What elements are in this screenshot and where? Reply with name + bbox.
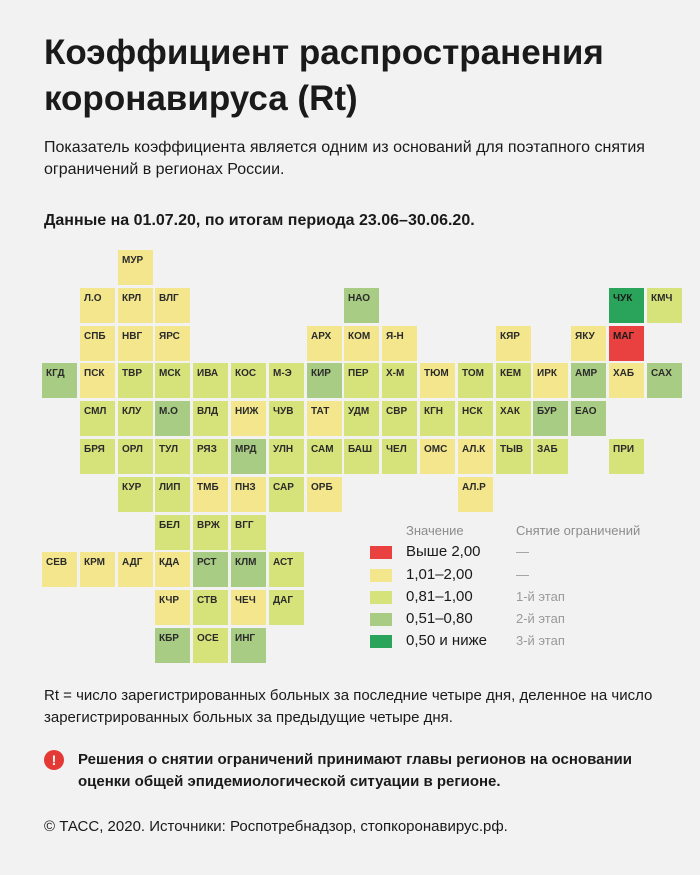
region-tile: АЛ.Р [458,477,493,512]
region-tile: КЧР [155,590,190,625]
region-tile: КУР [118,477,153,512]
region-tile: ОРЛ [118,439,153,474]
region-tile: ВЛД [193,401,228,436]
region-tile: МРД [231,439,266,474]
date-line: Данные на 01.07.20, по итогам периода 23.06–30.06.20. [44,212,475,229]
legend-label: 0,50 и ниже [406,632,487,649]
warning-text: Решения о снятии ограничений принимают главы регионов на основании оценки общей эпидемиологической ситуации в регионе. [78,751,632,790]
region-tile: СТВ [193,590,228,625]
region-tile: КГН [420,401,455,436]
region-tile: Я-Н [382,326,417,361]
region-tile: ЧУВ [269,401,304,436]
legend-stage: 2-й этап [516,611,565,626]
region-tile: ХАБ [609,363,644,398]
region-tile: ВЛГ [155,288,190,323]
region-tile: БЕЛ [155,515,190,550]
region-tile: ИНГ [231,628,266,663]
region-tile: ЧУК [609,288,644,323]
legend-swatch-red [370,546,392,559]
legend-value-header: Значение [406,523,464,538]
region-tile: ПЕР [344,363,379,398]
region-tile: НИЖ [231,401,266,436]
region-tile: КОМ [344,326,379,361]
region-tile: СЕВ [42,552,77,587]
region-tile: КЯР [496,326,531,361]
region-tile: ЯРС [155,326,190,361]
region-tile: КРМ [80,552,115,587]
region-tile: АДГ [118,552,153,587]
region-tile: ТАТ [307,401,342,436]
region-tile: ИВА [193,363,228,398]
region-tile: КРЛ [118,288,153,323]
legend-swatch-green [370,635,392,648]
legend-swatch-lime [370,591,392,604]
region-tile: ЕАО [571,401,606,436]
region-tile: НСК [458,401,493,436]
region-tile: ВРЖ [193,515,228,550]
region-tile: ТЫВ [496,439,531,474]
region-tile: КЛМ [231,552,266,587]
region-tile: ОМС [420,439,455,474]
region-tile: ИРК [533,363,568,398]
region-tile: ОСЕ [193,628,228,663]
region-tile: ТЮМ [420,363,455,398]
region-tile: ТВР [118,363,153,398]
rt-formula: Rt = число зарегистрированных больных за последние четыре дня, деленное на число зарегистрированных больных за предыдущие четыре дня. [44,687,653,726]
region-tile: БАШ [344,439,379,474]
region-tile: САМ [307,439,342,474]
region-tile: СПБ [80,326,115,361]
region-tile: КДА [155,552,190,587]
legend-label: 0,51–0,80 [406,610,473,627]
page-title: Коэффициент распространения коронавируса (Rt) [44,33,604,118]
region-tile: НВГ [118,326,153,361]
region-tile: МУР [118,250,153,285]
region-tile: ПРИ [609,439,644,474]
region-tile: КБР [155,628,190,663]
region-tile: РЯЗ [193,439,228,474]
region-tile: ТУЛ [155,439,190,474]
region-tile: НАО [344,288,379,323]
region-tile: САХ [647,363,682,398]
region-tile: АЛ.К [458,439,493,474]
region-tile: ЧЕЧ [231,590,266,625]
region-tile: АСТ [269,552,304,587]
region-tile: КЛУ [118,401,153,436]
region-tile: МАГ [609,326,644,361]
region-tile: ТМБ [193,477,228,512]
legend-stage: — [516,544,529,559]
region-tile: КМЧ [647,288,682,323]
region-tile: БРЯ [80,439,115,474]
region-tile: ДАГ [269,590,304,625]
warning-icon: ! [44,750,64,770]
legend-stage: 1-й этап [516,589,565,604]
region-tile: РСТ [193,552,228,587]
region-tile: ВГГ [231,515,266,550]
region-tile: ХАК [496,401,531,436]
region-tile: СВР [382,401,417,436]
subtitle: Показатель коэффициента является одним из оснований для поэтапного снятия ограничений в регионах России. [44,139,645,178]
region-tile: ЗАБ [533,439,568,474]
region-tile: ОРБ [307,477,342,512]
region-tile: М.О [155,401,190,436]
legend-label: 0,81–1,00 [406,588,473,605]
region-tile: УДМ [344,401,379,436]
region-tile: ЯКУ [571,326,606,361]
legend-label: Выше 2,00 [406,543,481,560]
region-tile: МСК [155,363,190,398]
region-tile: УЛН [269,439,304,474]
region-tile: ЧЕЛ [382,439,417,474]
region-tile: ЛИП [155,477,190,512]
region-tile: Л.О [80,288,115,323]
region-tile: ПНЗ [231,477,266,512]
region-tile: КГД [42,363,77,398]
legend-stage-header: Снятие ограничений [516,523,641,538]
source-credit: © ТАСС, 2020. Источники: Роспотребнадзор, стопкоронавирус.рф. [44,818,508,835]
region-tile: БУР [533,401,568,436]
region-tile: ТОМ [458,363,493,398]
legend-label: 1,01–2,00 [406,566,473,583]
region-tile: М-Э [269,363,304,398]
region-tile: ПСК [80,363,115,398]
region-tile: КОС [231,363,266,398]
region-tile: АМР [571,363,606,398]
region-tile: СМЛ [80,401,115,436]
region-tile: Х-М [382,363,417,398]
legend-stage: 3-й этап [516,633,565,648]
region-tile: АРХ [307,326,342,361]
region-tile: САР [269,477,304,512]
region-tile: КИР [307,363,342,398]
region-tile: КЕМ [496,363,531,398]
legend-swatch-yellow [370,569,392,582]
legend-swatch-lightgreen [370,613,392,626]
legend-stage: — [516,567,529,582]
